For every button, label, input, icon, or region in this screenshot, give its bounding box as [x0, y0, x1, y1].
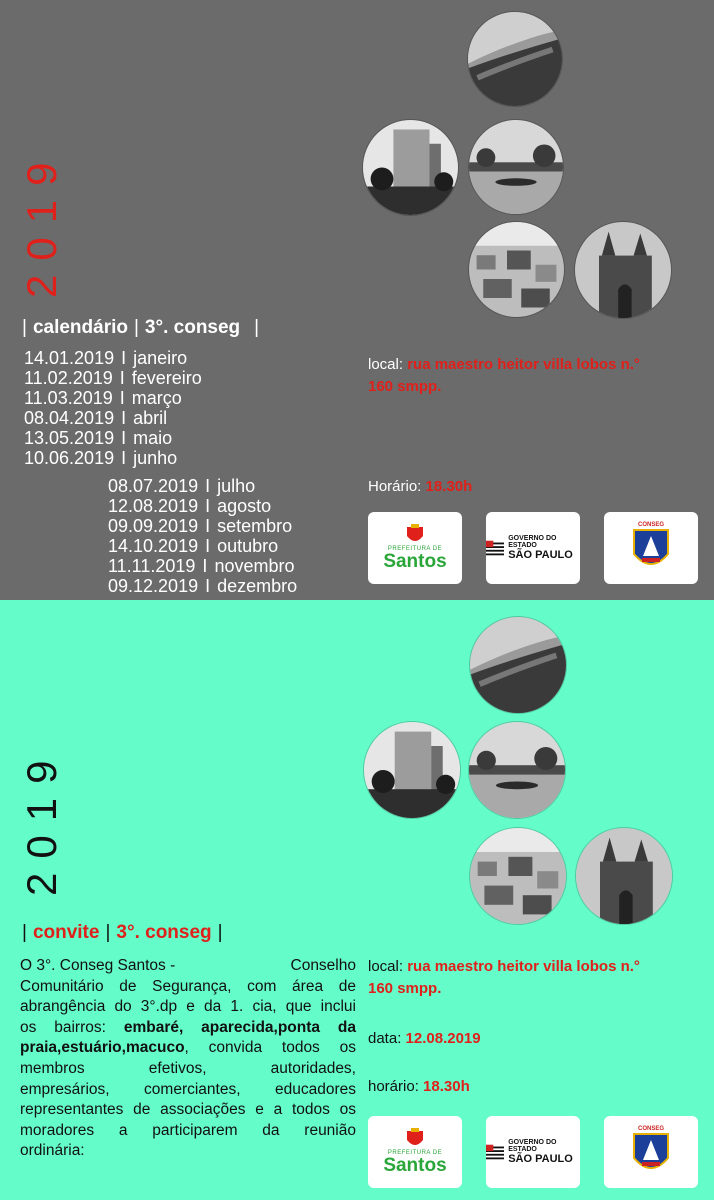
santos-crest-icon	[404, 524, 426, 546]
calendar-time: Horário: 18.30h	[368, 478, 473, 495]
date-row: 08.04.2019 I abril	[24, 408, 168, 428]
invite-paragraph: O 3°. Conseg Santos - Conselho Comunitário de Segurança, com área de abrangência do 3°.dp e da 1. cia, que inclui os bairros: embaré, aparecida,ponta da praia,estuário,macuco, convida todos os membros efetivos, autoridades, empresários, comerciantes, educadores representantes de associações e a todos os moradores a participarem da reunião ordinária:	[20, 957, 356, 1160]
invite-heading: | convite | 3°. conseg |	[22, 922, 223, 943]
date-row: 13.05.2019 I maio	[24, 428, 173, 448]
date-row: 14.01.2019 I janeiro	[24, 348, 188, 368]
calendar-heading: | calendário | 3°. conseg |	[22, 317, 260, 338]
cathedral-photo	[576, 828, 672, 924]
conseg-shield-icon	[632, 1132, 670, 1178]
date-row: 11.11.2019 I novembro	[108, 556, 295, 576]
conseg-logo: CONSEG	[604, 512, 698, 584]
invite-panel	[0, 600, 714, 1200]
calendar-title: calendário	[32, 317, 128, 338]
building-photo	[364, 722, 460, 818]
coast-aerial-photo	[470, 617, 566, 713]
date-row: 09.09.2019 I setembro	[108, 516, 293, 536]
sao-paulo-flag-icon	[486, 540, 504, 556]
invite-location: local: rua maestro heitor villa lobos n.° 160 smpp.	[368, 958, 640, 997]
date-row: 08.07.2019 I julho	[108, 476, 256, 496]
river-boats-photo	[469, 120, 563, 214]
date-row: 11.02.2019 I fevereiro	[24, 368, 202, 388]
calendar-location: local: rua maestro heitor villa lobos n.° 160 smpp.	[368, 356, 640, 395]
invite-date: data: 12.08.2019	[368, 1030, 481, 1047]
date-row: 10.06.2019 I junho	[24, 448, 178, 468]
coast-aerial-photo	[468, 12, 562, 106]
date-row: 14.10.2019 I outubro	[108, 536, 279, 556]
year-label: 2019	[18, 746, 65, 896]
building-photo	[363, 120, 458, 215]
conseg-shield-icon	[632, 528, 670, 574]
year-label: 2019	[18, 148, 65, 298]
calendar-org: 3°. conseg	[144, 317, 241, 338]
city-aerial-photo	[470, 828, 566, 924]
sao-paulo-logo: GOVERNO DO ESTADO SÃO PAULO	[486, 512, 580, 584]
santos-crest-icon	[404, 1128, 426, 1150]
date-row: 09.12.2019 I dezembro	[108, 576, 298, 596]
dates-first-half	[24, 348, 202, 468]
santos-logo: PREFEITURA DE Santos	[368, 1116, 462, 1188]
date-row: 11.03.2019 I março	[24, 388, 182, 408]
invite-title: convite	[32, 922, 100, 943]
invite-time: horário: 18.30h	[368, 1078, 470, 1095]
dates-second-half	[108, 476, 297, 596]
city-aerial-photo	[469, 222, 564, 317]
sao-paulo-flag-icon	[486, 1144, 504, 1160]
santos-logo: PREFEITURA DE Santos	[368, 512, 462, 584]
sao-paulo-logo: GOVERNO DO ESTADO SÃO PAULO	[486, 1116, 580, 1188]
river-boats-photo	[469, 722, 565, 818]
invite-org: 3°. conseg	[116, 922, 212, 943]
date-row: 12.08.2019 I agosto	[108, 496, 272, 516]
conseg-logo: CONSEG	[604, 1116, 698, 1188]
cathedral-photo	[575, 222, 671, 318]
